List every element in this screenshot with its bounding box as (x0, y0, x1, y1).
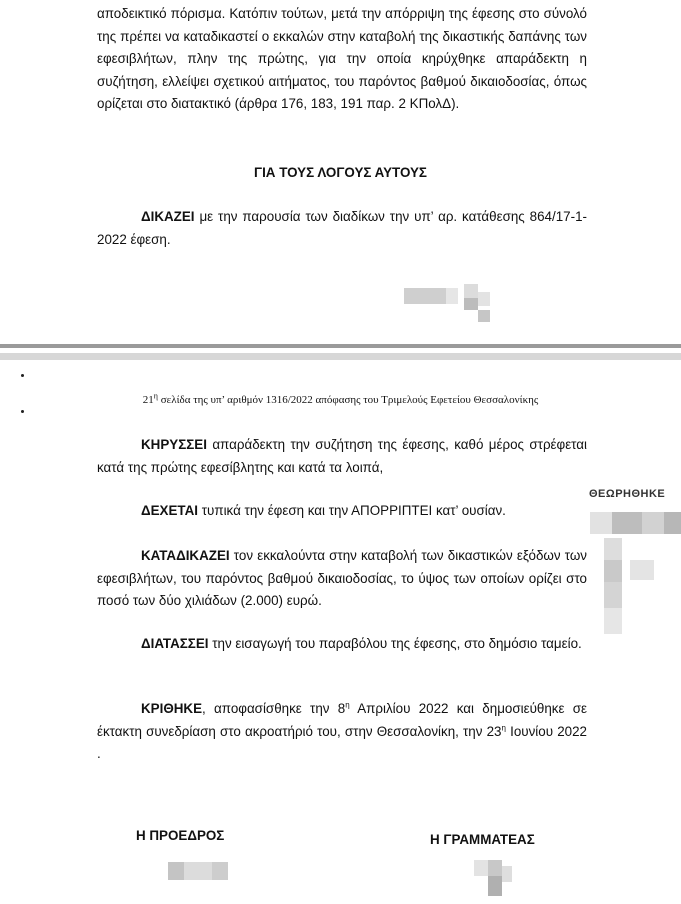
page-header: $21^\eta$ σελίδα της υπ’ αριθμόν 1316/2022 απόφασης του Τριμελούς Εφετείου Θεσσαλονίκης (142, 391, 539, 406)
page-divider (0, 344, 681, 348)
diatassei-keyword: ΔΙΑΤΑΣΣΕΙ (141, 636, 209, 651)
kiryssei-text: απαράδεκτη την συζήτηση της έφεσης, καθό μέρος στρέφεται κατά της πρώτης εφεσίβλητης και κατά τα λοιπά, (97, 437, 587, 475)
signature-label-secretary: Η ΓΡΑΜΜΑΤΕΑΣ (430, 832, 535, 847)
krithike-keyword: ΚΡΙΘΗΚΕ (141, 701, 203, 716)
margin-dot (21, 374, 24, 377)
katadikazei-text: τον εκκαλούντα στην καταβολή των δικαστικών εξόδων των εφεσιβλήτων, του παρόντος βαθμού δικαιοδοσίας, το ύψος των οποίων ορίζει στο ποσό των δύο χιλιάδων (2.000) ευρώ. (97, 548, 587, 608)
page-divider-shadow (0, 353, 681, 360)
diatassei-paragraph (97, 633, 587, 656)
dechetai-keyword: ΔΕΧΕΤΑΙ (141, 503, 198, 518)
diatassei-text: την εισαγωγή του παραβόλου της έφεσης, στο δημόσιο ταμείο. (208, 636, 582, 651)
margin-dot (21, 410, 24, 413)
dechetai-text: τυπικά την έφεση και την ΑΠΟΡΡΙΠΤΕΙ κατ’ ουσίαν. (198, 503, 506, 518)
dikazei-paragraph (97, 206, 587, 251)
closing-paragraph: αποδεικτικό πόρισμα. Κατόπιν τούτων, μετά την απόρριψη της έφεσης στο σύνολό της πρέπει να καταδικαστεί ο εκκαλών στην καταβολή της δικαστικής δαπάνης των εφεσιβλήτων, πλην της πρώτης, για την οποία κηρύχθηκε απαράδεκτη η συζήτηση, ελλείψει σχετικού αιτήματος, του παρόντος βαθμού δικαιοδοσίας, όπως ορίζεται στο διατακτικό (άρθρα 176, 183, 191 παρ. 2 ΚΠολΔ). (97, 6, 587, 111)
katadikazei-keyword: ΚΑΤΑΔΙΚΑΖΕΙ (141, 548, 230, 563)
redacted-stamp-block (590, 506, 681, 636)
redacted-signature-top (404, 284, 494, 324)
dikazei-text: με την παρουσία των διαδίκων την υπ’ αρ. κατάθεσης 864/17-1-2022 έφεση. (97, 209, 587, 247)
katadikazei-paragraph (97, 545, 587, 613)
approval-stamp: ΘΕΩΡΗΘΗΚΕ (589, 488, 666, 500)
krithike-paragraph: ΚΡΙΘΗΚΕ, αποφασίσθηκε την $8^\eta$ Απριλίου 2022 και δημοσιεύθηκε σε έκτακτη συνεδρίαση στο ακροατήριό του, στην Θεσσαλονίκη, την $23^\eta$ Ιουνίου 2022 . (97, 700, 587, 761)
dikazei-keyword: ΔΙΚΑΖΕΙ (141, 209, 195, 224)
redacted-signature-secretary (474, 860, 514, 900)
kiryssei-paragraph (97, 434, 587, 479)
dechetai-paragraph (97, 500, 587, 523)
redacted-signature-president (168, 858, 228, 888)
kiryssei-keyword: ΚΗΡΥΣΣΕΙ (141, 437, 207, 452)
section-heading: ΓΙΑ ΤΟΥΣ ΛΟΓΟΥΣ ΑΥΤΟΥΣ (254, 165, 427, 180)
signature-label-president: Η ΠΡΟΕΔΡΟΣ (136, 828, 225, 843)
